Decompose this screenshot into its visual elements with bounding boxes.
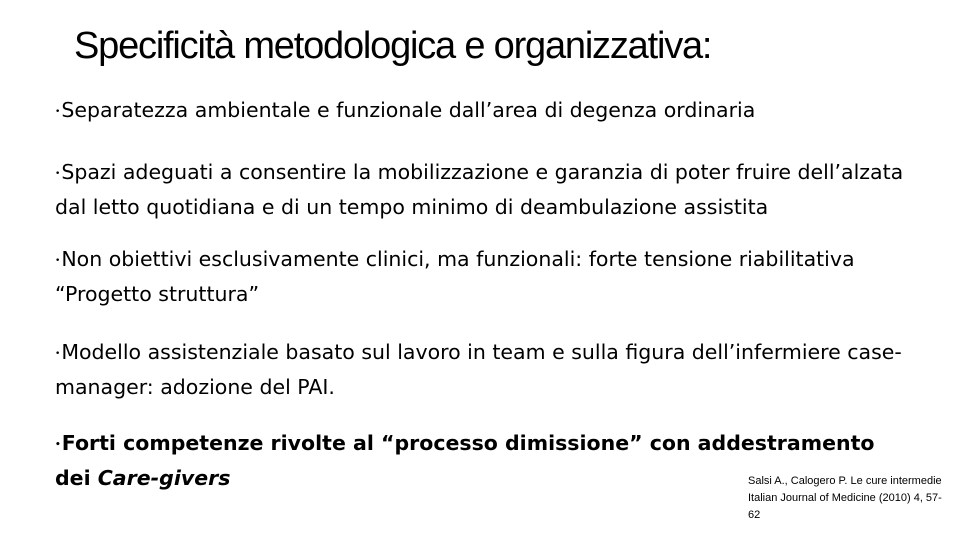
bullet-text: Separatezza ambientale e funzionale dall’area di degenza ordinaria <box>61 98 756 122</box>
bullet-item <box>55 337 915 402</box>
bullet-item <box>55 244 915 309</box>
bullet-dot-icon: • <box>55 440 61 450</box>
slide-title: Specificità metodologica e organizzativa: <box>74 25 712 67</box>
bullet-dot-icon: • <box>55 349 61 359</box>
bullet-dot-icon: • <box>55 256 61 266</box>
bullet-emphasis: Care-givers <box>97 466 231 490</box>
bullet-text: Non obiettivi esclusivamente clinici, ma funzionali: forte tensione riabilitativa “Progetto struttura” <box>55 247 855 306</box>
bullet-list <box>55 95 915 520</box>
bullet-text: Forti competenze rivolte al “processo dimissione” con addestramento dei <box>55 431 875 490</box>
bullet-item <box>55 157 915 222</box>
bullet-text: Spazi adeguati a consentire la mobilizzazione e garanzia di poter fruire dell’alzata dal letto quotidiana e di un tempo minimo di deambulazione assistita <box>55 160 904 219</box>
citation: Salsi A., Calogero P. Le cure intermedie Italian Journal of Medicine (2010) 4, 57-62 <box>748 475 942 521</box>
bullet-dot-icon: • <box>55 107 61 117</box>
bullet-text: Modello assistenziale basato sul lavoro in team e sulla figura dell’infermiere case-manager: adozione del PAI. <box>55 340 902 399</box>
bullet-dot-icon: • <box>55 169 61 179</box>
bullet-item <box>55 95 915 130</box>
